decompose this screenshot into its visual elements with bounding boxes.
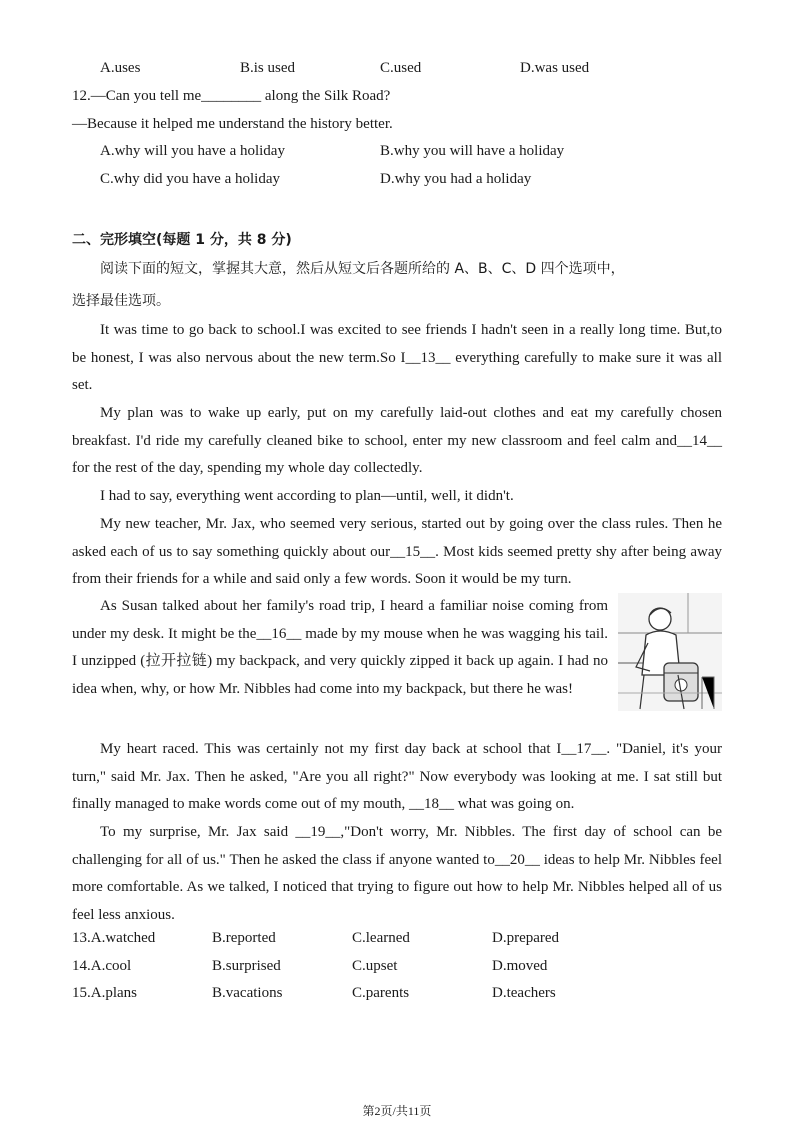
q12-answer: —Because it helped me understand the history better. (72, 116, 393, 132)
q11-option-a: A.uses (100, 60, 141, 76)
q14-option-a: 14.A.cool (72, 958, 132, 974)
page-footer: 第2页/共11页 (362, 1104, 432, 1118)
q13-option-d: D.prepared (492, 930, 560, 946)
q12-option-c: C.why did you have a holiday (100, 171, 280, 187)
passage-paragraph-7: To my surprise, Mr. Jax said __19__,"Don't worry, Mr. Nibbles. The first day of school can be challenging for all of us." Then he asked the class if anyone wanted to__20__ ideas to help Mr. Nibbles feel more comfortable. As we talked, I noticed that trying to figure out how to help Mr. Nibbles helped all of us feel less anxious. (72, 824, 722, 923)
passage-paragraph-6: My heart raced. This was certainly not my first day back at school that I__17__. "Daniel, it's your turn," said Mr. Jax. Then he asked, "Are you all right?" Now everybody was looking at me. I sat still but finally managed to make words come out of my mouth, __18__ what was going on. (72, 741, 722, 812)
passage-paragraph-3: I had to say, everything went according to plan—until, well, it didn't. (100, 488, 514, 504)
q13-option-a: 13.A.watched (72, 930, 156, 946)
q11-option-b: B.is used (240, 60, 296, 76)
q12-question: 12.—Can you tell me________ along the Silk Road? (72, 88, 391, 104)
instruction-line-1: 阅读下面的短文，掌握其大意，然后从短文后各题所给的 A、B、C、D 四个选项中， (100, 261, 625, 277)
q15-option-c: C.parents (352, 985, 410, 1001)
q14-option-b: B.surprised (212, 958, 281, 974)
q13-option-c: C.learned (352, 930, 410, 946)
q15-option-a: 15.A.plans (72, 985, 137, 1001)
section-title: 二、完形填空(每题 1 分，共 8 分) (72, 232, 292, 248)
q11-option-d: D.was used (520, 60, 590, 76)
passage-paragraph-2: My plan was to wake up early, put on my carefully laid-out clothes and eat my carefully chosen breakfast. I'd ride my carefully cleaned bike to school, enter my new classroom and feel calm and__14__ for the rest of the day, spending my whole day collectedly. (72, 405, 722, 476)
q11-option-c: C.used (380, 60, 422, 76)
passage-paragraph-5: As Susan talked about her family's road trip, I heard a familiar noise coming from under my desk. It might be the__16__ made by my mouse when he was wagging his tail. I unzipped (拉开拉链) my backpack, and very quickly zipped it back up again. I had no idea when, why, or how Mr. Nibbles had come into my backpack, but there he was! (72, 598, 608, 697)
instruction-line-2: 选择最佳选项。 (72, 293, 170, 309)
q14-option-c: C.upset (352, 958, 398, 974)
passage-paragraph-1: It was time to go back to school.I was excited to see friends I hadn't seen in a really long time. But,to be honest, I was also nervous about the new term.So I__13__ everything carefully to make sure it was all set. (72, 322, 722, 393)
q14-option-d: D.moved (492, 958, 548, 974)
q15-option-d: D.teachers (492, 985, 556, 1001)
q12-option-b: B.why you will have a holiday (380, 143, 565, 159)
boy-with-backpack-illustration (618, 593, 722, 711)
q12-option-d: D.why you had a holiday (380, 171, 532, 187)
passage-paragraph-5-block (72, 593, 722, 715)
q13-option-b: B.reported (212, 930, 276, 946)
q12-option-a: A.why will you have a holiday (100, 143, 285, 159)
passage-paragraph-4: My new teacher, Mr. Jax, who seemed very serious, started out by going over the class rules. Then he asked each of us to say something quickly about our__15__. Most kids seemed pretty shy after being away from their friends for a while and said only a few words. Soon it would be my turn. (72, 516, 722, 587)
q15-option-b: B.vacations (212, 985, 283, 1001)
